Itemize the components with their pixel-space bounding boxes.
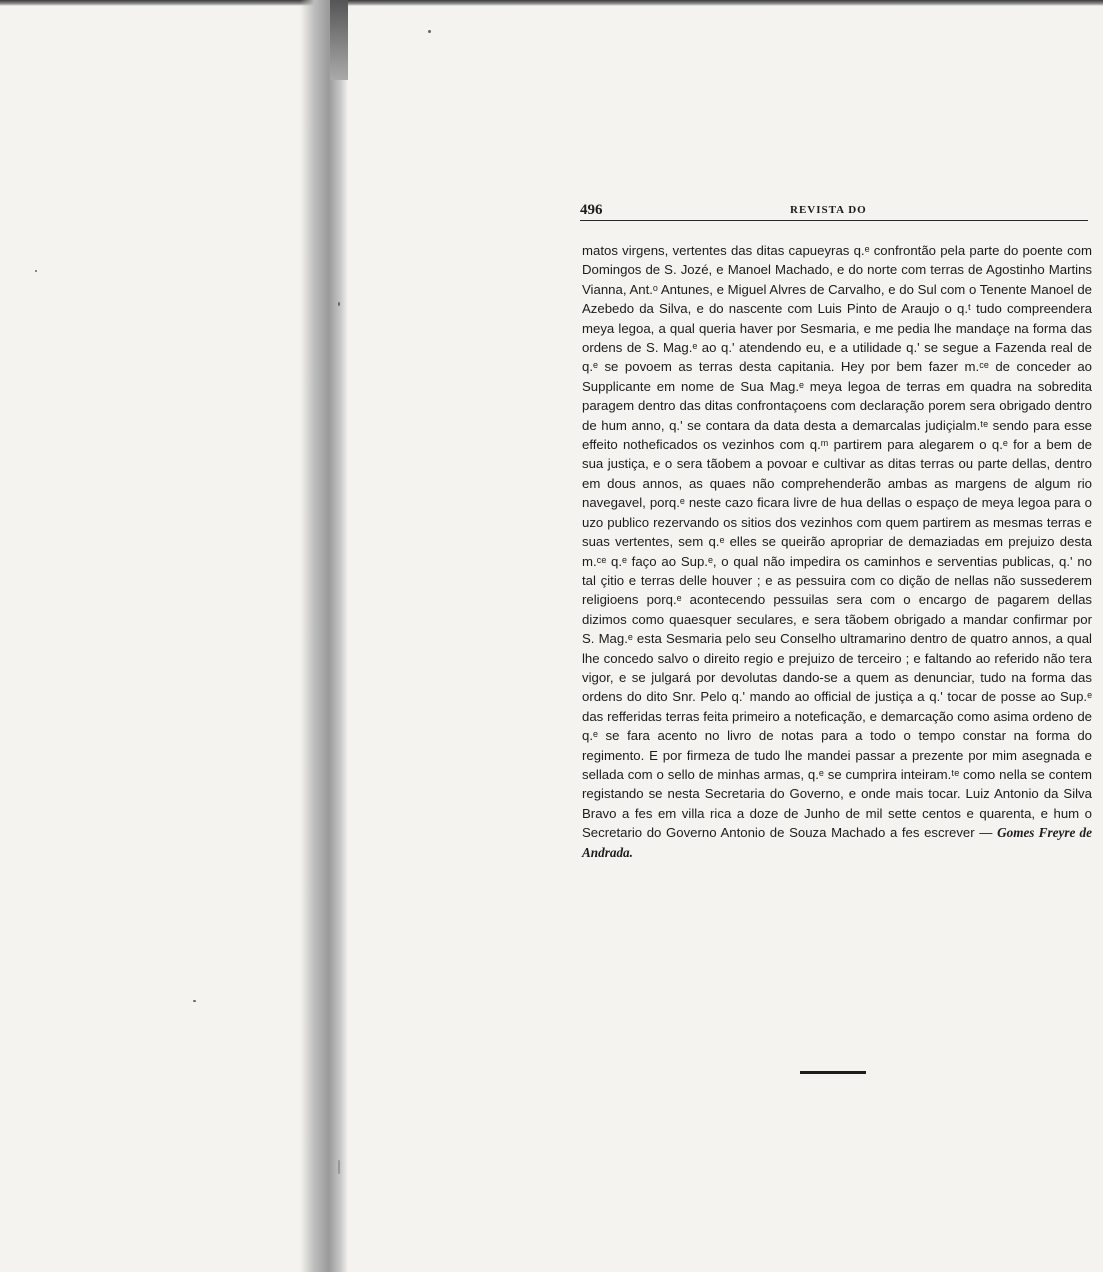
end-rule: [800, 1071, 866, 1074]
body-text: matos virgens, vertentes das ditas capueyras q.ᵉ confrontão pela parte do poente com Domingos de S. Jozé, e Manoel Machado, e do norte com terras de Agostinho Martins Vianna, Ant.ᵒ Antunes, e Miguel Alvres de Carvalho, e do Sul com o Tenente Manoel de Azebedo da Silva, e do nascente com Luis Pinto de Araujo o q.ᵗ tudo compreendera meya legoa, a qual queria haver por Sesmaria, e me pedia lhe mandaçe na forma das ordens de S. Mag.ᵉ ao q.' atendendo eu, e a utilidade q.' se segue a Fazenda real de q.ᵉ se povoem as terras desta capitania. Hey por bem fazer m.ᶜᵉ de conceder ao Supplicante em nome de Sua Mag.ᵉ meya legoa de terras em quadra na sobredita paragem dentro das ditas confrontaçoens com declaração porem sera obrigado dentro de hum anno, q.' se contara da data desta a demarcalas judiçialm.ᵗᵉ sendo para esse effeito notheficados os vezinhos com q.ᵐ partirem para alegarem o q.ᵉ for a bem de sua justiça, e o sera tãobem a povoar e cultivar as ditas terras ou parte dellas, dentro em dous annos, as quaes não comprehenderão ambas as margens de algum rio navegavel, porq.ᵉ neste cazo ficara livre de hua dellas o espaço de meya legoa para o uzo publico rezervando os sitios dos vezinhos com quem partirem as mesmas terras e suas vertentes, sem q.ᵉ elles se queirão apropriar de demaziadas em prejuizo desta m.ᶜᵉ q.ᵉ faço ao Sup.ᵉ, o qual não impedira os caminhos e serventias publicas, q.' no tal çitio e terras delle houver ; e as pessuira com co dição de nellas não sussederem religioens porq.ᵉ acontecendo pessuilas sera com o encargo de pagarem dellas dizimos como quaesquer seculares, e sera tãobem obrigado a mandar confirmar por S. Mag.ᵉ esta Sesmaria pelo seu Conselho ultramarino dentro de quatro annos, a qual lhe concedo salvo o direito regio e prejuizo de terceiro ; e faltando ao referido não tera vigor, e se julgará por devolutas dando-se a quem as denunciar, tudo na forma das ordens do dito Snr. Pelo q.' mando ao official de justiça a q.' tocar de posse ao Sup.ᵉ das refferidas terras feita primeiro a noteficação, e demarcação como asima ordeno de q.ᵉ se fara acento no livro de notas para a todo o tempo constar na forma do regimento. E por firmeza de tudo lhe mandei passar a prezente por mim asegnada e sellada com o sello de minhas armas, q.ᵉ se cumprira inteiram.ᵗᵉ como nella se contem registando se nesta Secretaria do Governo, e onde mais tocar. Luiz Antonio da Silva Bravo a fes em villa rica a doze de Junho de mil sette centos e quarenta, e hum o Secretario do Governo Antonio de Souza Machado a fes escrever —: [582, 243, 1092, 841]
scan-speck: [35, 270, 37, 272]
page-number: 496: [580, 202, 603, 218]
header-rule: [580, 220, 1088, 221]
book-gutter-shadow: [300, 0, 348, 1272]
scan-speck: [338, 302, 340, 306]
page-header: [580, 200, 1088, 222]
scan-speck: [338, 1160, 340, 1174]
scan-speck: [428, 30, 431, 33]
book-gutter-dark-mark: [330, 0, 348, 80]
running-head: REVISTA DO: [790, 204, 867, 216]
scan-speck: [193, 1000, 196, 1002]
page-top-edge: [0, 0, 1103, 6]
signature: Gomes Freyre de Andrada.: [582, 825, 1092, 860]
body-paragraph: [582, 241, 1092, 862]
